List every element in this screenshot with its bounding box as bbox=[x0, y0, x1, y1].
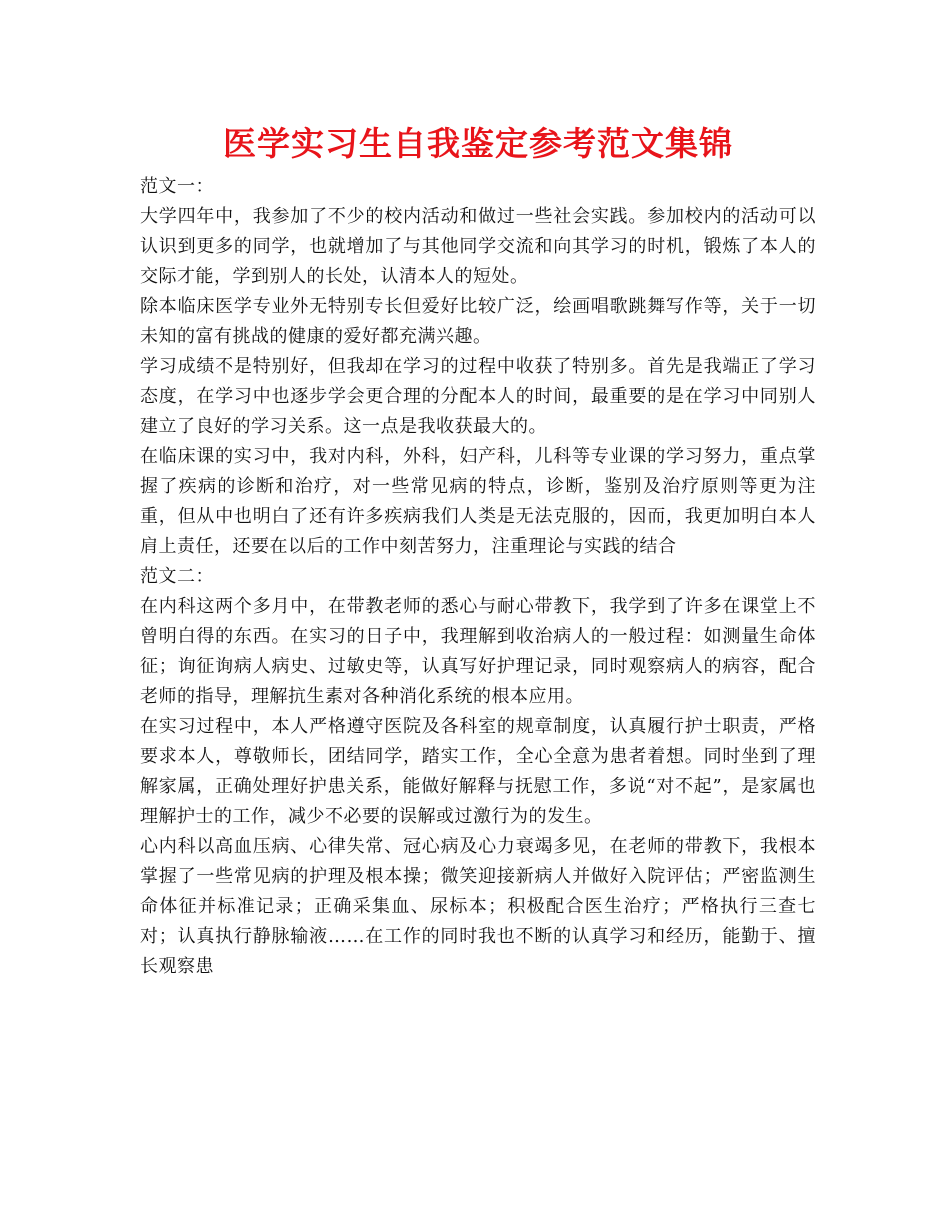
paragraph: 在实习过程中，本人严格遵守医院及各科室的规章制度，认真履行护士职责，严格要求本人，尊敬师长，团结同学，踏实工作，全心全意为患者着想。同时坐到了理解家属，正确处理好护患关系，能做好解释与抚慰工作，多说“对不起”，是家属也理解护士的工作，减少不必要的误解或过激行为的发生。 bbox=[140, 716, 816, 827]
paragraph: 在内科这两个多月中，在带教老师的悉心与耐心带教下，我学到了许多在课堂上不曾明白得的东西。在实习的日子中，我理解到收治病人的一般过程：如测量生命体征；询征询病人病史、过敏史等，认真写好护理记录，同时观察病人的病容，配合老师的指导，理解抗生素对各种消化系统的根本应用。 bbox=[140, 596, 816, 707]
document-title: 医学实习生自我鉴定参考范文集锦 bbox=[223, 124, 733, 163]
section-2 bbox=[140, 562, 816, 982]
paragraph: 学习成绩不是特别好，但我却在学习的过程中收获了特别多。首先是我端正了学习态度，在学习中也逐步学会更合理的分配本人的时间，最重要的是在学习中同别人建立了良好的学习关系。这一点是我收获最大的。 bbox=[140, 356, 816, 437]
paragraph: 大学四年中，我参加了不少的校内活动和做过一些社会实践。参加校内的活动可以认识到更多的同学，也就增加了与其他同学交流和向其学习的时机，锻炼了本人的交际才能，学到别人的长处，认清本人的短处。 bbox=[140, 206, 816, 287]
section-label: 范文二： bbox=[140, 566, 214, 587]
section-1 bbox=[140, 172, 816, 562]
section-label: 范文一： bbox=[140, 176, 214, 197]
paragraph: 除本临床医学专业外无特别专长但爱好比较广泛，绘画唱歌跳舞写作等，关于一切未知的富有挑战的健康的爱好都充满兴趣。 bbox=[140, 296, 816, 347]
paragraph: 心内科以高血压病、心律失常、冠心病及心力衰竭多见，在老师的带教下，我根本掌握了一些常见病的护理及根本操；微笑迎接新病人并做好入院评估；严密监测生命体征并标准记录；正确采集血、尿标本；积极配合医生治疗；严格执行三查七对；认真执行静脉输液……在工作的同时我也不断的认真学习和经历，能勤于、擅长观察患 bbox=[140, 836, 816, 977]
paragraph: 在临床课的实习中，我对内科，外科，妇产科，儿科等专业课的学习努力，重点掌握了疾病的诊断和治疗，对一些常见病的特点，诊断，鉴别及治疗原则等更为注重，但从中也明白了还有许多疾病我们人类是无法克服的，因而，我更加明白本人肩上责任，还要在以后的工作中刻苦努力，注重理论与实践的结合 bbox=[140, 446, 816, 557]
document-page bbox=[140, 120, 816, 982]
